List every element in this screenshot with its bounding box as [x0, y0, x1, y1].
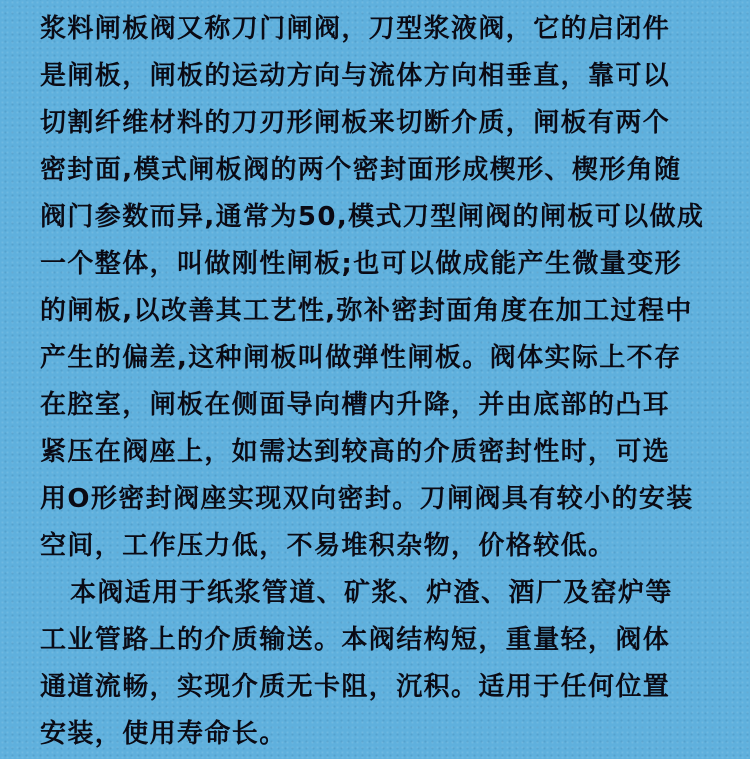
text-line: 紧压在阀座上，如需达到较高的介质密封性时，可选 [40, 437, 671, 467]
text-line: 本阀适用于纸浆管道、矿浆、炉渣、酒厂及窑炉等 [70, 578, 673, 608]
text-line: 阀门参数而异,通常为50,模式刀型闸阀的闸板可以做成 [40, 202, 705, 232]
paragraph-application [40, 570, 716, 758]
text-line: 一个整体，叫做刚性闸板;也可以做成能产生微量变形 [40, 249, 682, 279]
text-line: 在腔室，闸板在侧面导向槽内升降，并由底部的凸耳 [40, 390, 671, 420]
text-line: 是闸板，闸板的运动方向与流体方向相垂直，靠可以 [40, 61, 671, 91]
text-line: 浆料闸板阀又称刀门闸阀，刀型浆液阀，它的启闭件 [40, 14, 671, 44]
text-line: 的闸板,以改善其工艺性,弥补密封面角度在加工过程中 [40, 296, 693, 326]
text-line: 空间，工作压力低，不易堆积杂物，价格较低。 [40, 531, 616, 561]
text-line: 安装，使用寿命长。 [40, 719, 287, 749]
text-line: 通道流畅，实现介质无卡阻，沉积。适用于任何位置 [40, 672, 671, 702]
text-line: 工业管路上的介质输送。本阀结构短，重量轻，阀体 [40, 625, 671, 655]
text-line: 密封面,模式闸板阀的两个密封面形成楔形、楔形角随 [40, 155, 682, 185]
text-line: 产生的偏差,这种闸板叫做弹性闸板。阀体实际上不存 [40, 343, 682, 373]
text-line: 切割纤维材料的刀刃形闸板来切断介质，闸板有两个 [40, 108, 671, 138]
text-line: 用O形密封阀座实现双向密封。刀闸阀具有较小的安装 [40, 484, 694, 514]
paragraph-description [40, 6, 716, 570]
